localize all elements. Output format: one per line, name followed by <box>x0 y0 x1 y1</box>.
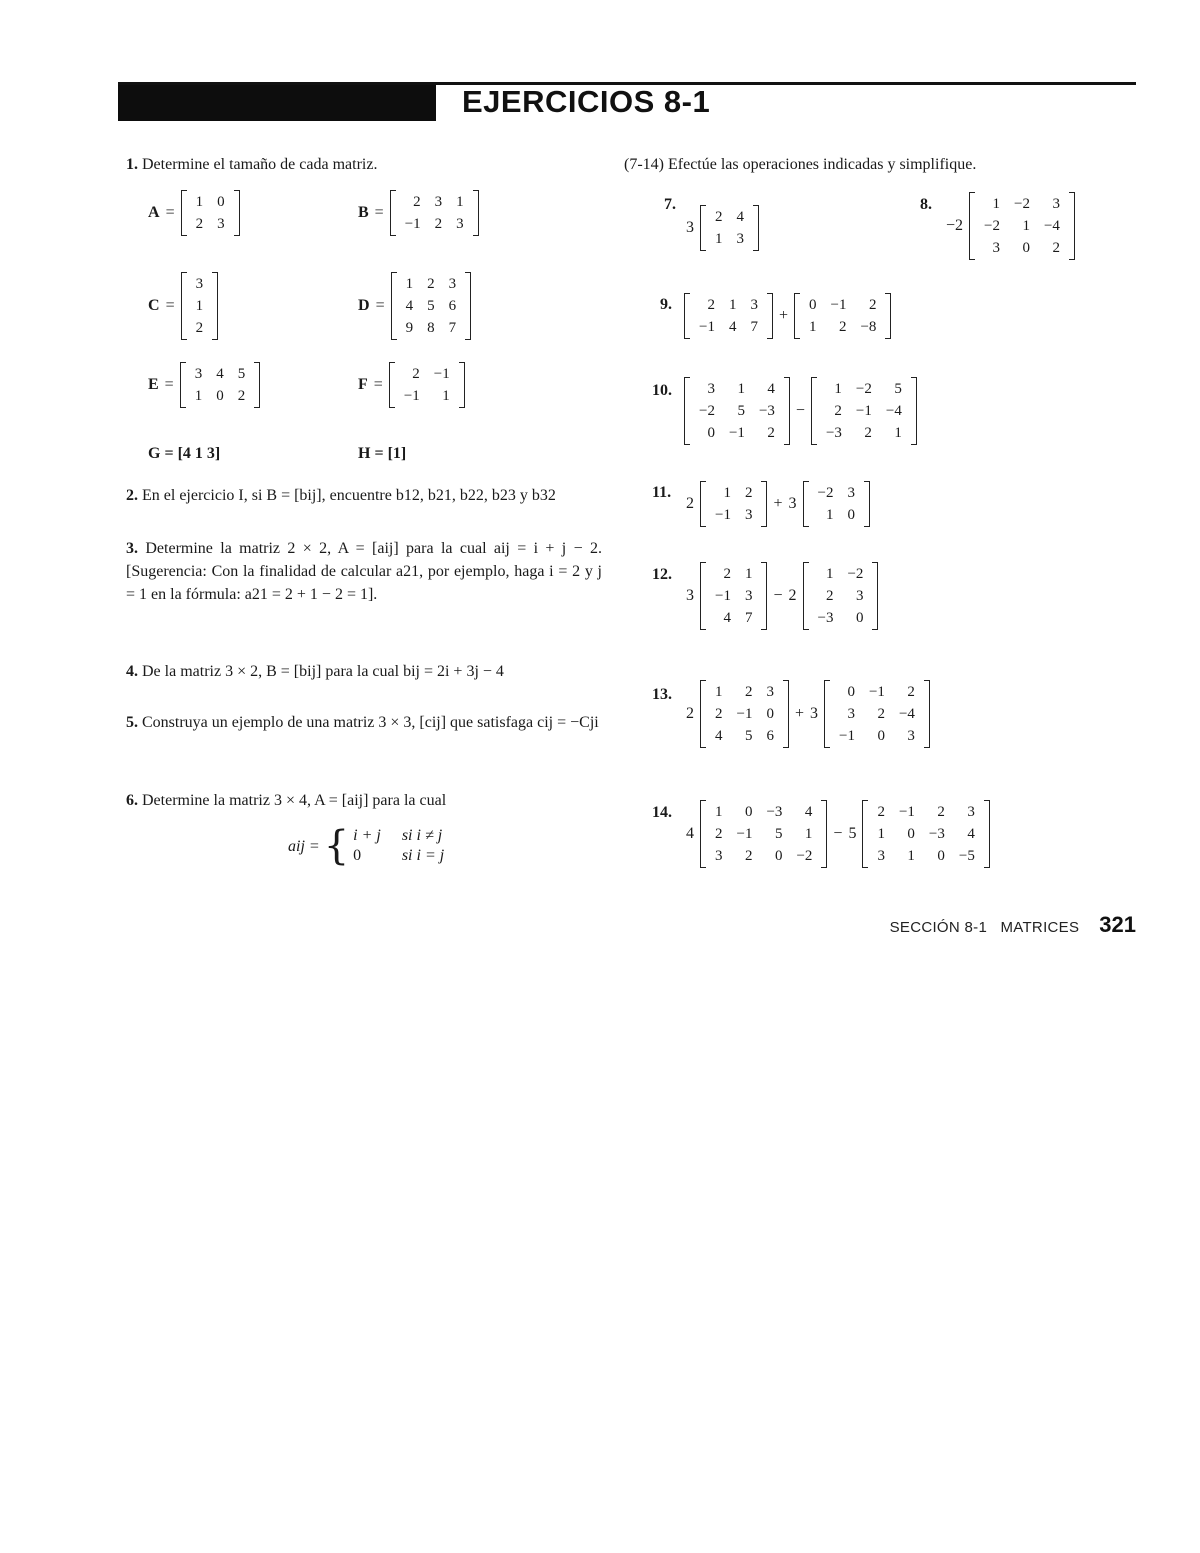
exercise-9: 2 1 3 −1 4 7 + 0 −1 2 1 2 −8 <box>684 293 891 339</box>
matrix-cell: 0 <box>216 388 224 404</box>
matrix-G: G = [4 1 3] <box>148 445 221 462</box>
matrix-cell: 2 <box>868 297 877 313</box>
exercise-number: 5. <box>126 714 138 731</box>
operations-header: (7-14) Efectúe las operaciones indicadas y simplifique. <box>624 156 977 173</box>
matrix-E: E = 3 4 5 1 0 2 <box>148 362 260 408</box>
matrix-cell: 5 <box>427 298 435 314</box>
matrix-cell: 4 <box>767 381 775 397</box>
matrix-cell: 1 <box>195 194 204 210</box>
matrix-bracket <box>684 293 773 339</box>
exercise-8: −2 1 −2 3 −2 1 −4 3 0 2 <box>946 192 1075 260</box>
matrix-label: D <box>358 297 370 314</box>
exercise-text: Construya un ejemplo de una matriz 3 × 3, [cij] que satisfaga cij = −Cji <box>142 714 599 731</box>
matrix-cell: 2 <box>937 804 945 820</box>
matrix-cell: 3 <box>195 276 204 292</box>
section-title: SECCIÓN 8-1 MATRICES <box>889 919 1080 936</box>
matrix-cell: −1 <box>898 804 915 820</box>
matrix-cell: 2 <box>877 706 885 722</box>
matrix-bracket <box>390 190 479 236</box>
matrix-bracket <box>969 192 1075 260</box>
matrix-cell: 7 <box>750 319 758 335</box>
matrix-cell: 4 <box>804 804 813 820</box>
matrix-cell: 4 <box>736 209 744 225</box>
matrix-cell: 2 <box>838 319 847 335</box>
matrix-cell: 1 <box>715 684 723 700</box>
matrix-cell: 0 <box>707 425 715 441</box>
matrix-B: B = 2 3 1 −1 2 3 <box>358 190 479 236</box>
header-black-bar <box>118 85 436 121</box>
matrix-cell: −3 <box>817 610 834 626</box>
matrix-cell: 1 <box>715 231 723 247</box>
matrix-cell: 5 <box>894 381 902 397</box>
matrix-cell: −1 <box>404 216 421 232</box>
brace: { <box>323 823 350 869</box>
matrix-cell: 0 <box>847 507 855 523</box>
matrix-cell: 2 <box>834 403 842 419</box>
matrix-bracket <box>181 190 240 236</box>
matrix-cell: −5 <box>958 848 975 864</box>
matrix-cell: 3 <box>744 507 753 523</box>
exercise-10-number: 10. <box>652 382 672 399</box>
matrix-cell: 2 <box>237 388 246 404</box>
matrix-cell: −1 <box>868 684 885 700</box>
matrix-cell: 4 <box>723 610 731 626</box>
exercise-number: 2. <box>126 487 138 504</box>
exercise-number: 3. <box>126 540 138 557</box>
piecewise-definition <box>288 823 445 869</box>
matrix-cell: −3 <box>825 425 842 441</box>
matrix-cell: 9 <box>405 320 414 336</box>
matrix-cell: 3 <box>1052 196 1060 212</box>
matrix-bracket <box>700 800 827 868</box>
matrix-bracket <box>391 272 472 340</box>
matrix-cell: 0 <box>877 728 885 744</box>
piecewise-lhs: aij = <box>288 837 320 855</box>
matrix-cell: 3 <box>992 240 1000 256</box>
matrix-cell: −1 <box>433 366 450 382</box>
matrix-bracket <box>700 481 767 527</box>
matrix-cell: 1 <box>194 388 203 404</box>
matrix-label: E <box>148 376 159 393</box>
matrix-label: F <box>358 376 368 393</box>
matrix-bracket <box>180 362 261 408</box>
matrix-cell: −3 <box>928 826 945 842</box>
matrix-cell: 3 <box>707 381 715 397</box>
matrix-cell: −2 <box>984 218 1000 234</box>
matrix-cell: 2 <box>877 804 885 820</box>
matrix-cell: 3 <box>217 216 225 232</box>
exercise-number: 4. <box>126 663 138 680</box>
exercise-13-number: 13. <box>652 686 672 703</box>
matrix-cell: −4 <box>1043 218 1060 234</box>
matrix-cell: 5 <box>744 728 753 744</box>
matrix-cell: 0 <box>855 610 864 626</box>
matrix-cell: 1 <box>744 566 753 582</box>
exercise-9-number: 9. <box>660 296 672 313</box>
matrix-cell: 2 <box>707 297 715 313</box>
matrix-cell: 3 <box>744 588 753 604</box>
exercise-13: 2 1 2 3 2 −1 0 4 5 6 + 3 0 −1 2 3 2 −4 −1 0 3 <box>686 680 930 748</box>
piecewise-cases: i + j si i ≠ j 0 si i = j <box>353 827 445 864</box>
matrix-cell: 1 <box>715 804 723 820</box>
page-title: EJERCICIOS 8-1 <box>462 84 711 119</box>
exercise-text: Determine la matriz 2 × 2, A = [aij] para la cual aij = i + j − 2. [Sugerencia: Con la finalidad de calcular a21, por ejemplo, haga i = 2 y j = 1 en la fórmula: a21 = 2 + 1 − 2 = 1]. <box>126 540 603 603</box>
matrix-cell: −2 <box>817 485 834 501</box>
matrix-cell: 3 <box>907 728 915 744</box>
matrix-bracket <box>700 205 759 251</box>
matrix-cell: −3 <box>766 804 783 820</box>
matrix-D: D = 1 2 3 4 5 6 9 8 7 <box>358 272 471 340</box>
matrix-cell: 0 <box>217 194 225 210</box>
matrix-cell: 3 <box>448 276 457 292</box>
matrix-cell: 3 <box>194 366 203 382</box>
matrix-cell: −1 <box>699 319 715 335</box>
matrix-cell: 0 <box>774 848 783 864</box>
matrix-bracket <box>811 377 917 445</box>
exercise-2 <box>126 484 602 507</box>
exercise-3 <box>126 537 602 606</box>
matrix-cell: 2 <box>907 684 915 700</box>
matrix-bracket <box>700 562 767 630</box>
page-number: 321 <box>1099 912 1136 937</box>
matrix-cell: 0 <box>847 684 855 700</box>
matrix-cell: −1 <box>715 507 731 523</box>
matrix-cell: 2 <box>412 366 420 382</box>
exercise-text: De la matriz 3 × 2, B = [bij] para la cual bij = 2i + 3j − 4 <box>142 663 504 680</box>
matrix-cell: 2 <box>195 320 204 336</box>
matrix-cell: 0 <box>937 848 945 864</box>
matrix-cell: 2 <box>825 588 834 604</box>
matrix-H: H = [1] <box>358 445 407 462</box>
matrix-cell: 6 <box>766 728 774 744</box>
matrix-cell: 1 <box>804 826 813 842</box>
matrix-cell: −1 <box>736 826 753 842</box>
exercise-8-number: 8. <box>920 196 932 213</box>
matrix-cell: 5 <box>237 366 246 382</box>
matrix-F: F = 2 −1 −1 1 <box>358 362 465 408</box>
matrix-cell: −2 <box>1014 196 1030 212</box>
matrix-cell: 2 <box>715 706 723 722</box>
matrix-bracket <box>824 680 930 748</box>
matrix-cell: −1 <box>839 728 855 744</box>
matrix-cell: 1 <box>907 848 915 864</box>
matrix-cell: −8 <box>860 319 877 335</box>
matrix-bracket <box>181 272 219 340</box>
matrix-label: C <box>148 297 160 314</box>
matrix-cell: −1 <box>728 425 745 441</box>
matrix-cell: 1 <box>728 297 737 313</box>
matrix-cell: 8 <box>427 320 435 336</box>
exercise-text: En el ejercicio I, si B = [bij], encuentre b12, b21, b22, b23 y b32 <box>142 487 556 504</box>
matrix-cell: −1 <box>855 403 872 419</box>
matrix-cell: 1 <box>405 276 414 292</box>
matrix-cell: 1 <box>1022 218 1030 234</box>
matrix-cell: 3 <box>877 848 885 864</box>
matrix-cell: 1 <box>723 485 731 501</box>
matrix-C: C = 3 1 2 <box>148 272 218 340</box>
matrix-cell: 7 <box>448 320 457 336</box>
matrix-cell: 0 <box>907 826 915 842</box>
matrix-cell: −2 <box>855 381 872 397</box>
matrix-cell: 2 <box>1052 240 1060 256</box>
matrix-cell: 0 <box>1022 240 1030 256</box>
matrix-cell: −4 <box>885 403 902 419</box>
exercise-text: Determine la matriz 3 × 4, A = [aij] para la cual <box>142 792 447 809</box>
exercise-number: 6. <box>126 792 138 809</box>
matrix-cell: 6 <box>448 298 457 314</box>
matrix-bracket <box>794 293 891 339</box>
matrix-cell: 4 <box>967 826 975 842</box>
matrix-cell: 2 <box>413 194 421 210</box>
matrix-cell: 1 <box>894 425 902 441</box>
matrix-cell: −2 <box>796 848 813 864</box>
exercise-11: 2 1 2 −1 3 + 3 −2 3 1 0 <box>686 481 870 527</box>
matrix-cell: 3 <box>967 804 975 820</box>
matrix-bracket <box>803 562 879 630</box>
matrix-cell: 2 <box>427 276 435 292</box>
matrix-label: B <box>358 204 369 221</box>
exercise-5 <box>126 711 602 734</box>
matrix-label: A <box>148 204 160 221</box>
matrix-cell: 7 <box>744 610 753 626</box>
matrix-cell: 3 <box>434 194 443 210</box>
matrix-cell: 3 <box>736 231 744 247</box>
exercise-14-number: 14. <box>652 804 672 821</box>
matrix-cell: 2 <box>723 566 731 582</box>
matrix-cell: 3 <box>456 216 464 232</box>
matrix-bracket <box>700 680 789 748</box>
matrix-cell: 1 <box>834 381 842 397</box>
matrix-cell: 2 <box>767 425 775 441</box>
matrix-cell: 1 <box>737 381 745 397</box>
matrix-cell: −3 <box>758 403 775 419</box>
matrix-cell: 3 <box>766 684 774 700</box>
matrix-cell: 2 <box>744 485 753 501</box>
matrix-cell: −4 <box>898 706 915 722</box>
matrix-cell: 0 <box>744 804 753 820</box>
matrix-cell: 2 <box>744 684 753 700</box>
matrix-cell: 3 <box>855 588 864 604</box>
matrix-cell: 1 <box>825 566 834 582</box>
matrix-cell: 2 <box>195 216 204 232</box>
matrix-cell: 1 <box>442 388 450 404</box>
matrix-cell: −1 <box>715 588 731 604</box>
matrix-cell: −1 <box>830 297 847 313</box>
exercise-4 <box>126 660 602 683</box>
exercise-10: 3 1 4 −2 5 −3 0 −1 2 − 1 −2 5 2 −1 −4 −3 2 1 <box>684 377 917 445</box>
page-footer <box>890 912 1136 938</box>
matrix-cell: 3 <box>847 706 855 722</box>
matrix-cell: 1 <box>825 507 834 523</box>
matrix-cell: −2 <box>847 566 864 582</box>
exercise-7: 3 2 4 1 3 <box>686 205 759 251</box>
exercise-number: 1. <box>126 156 138 173</box>
matrix-cell: 4 <box>405 298 414 314</box>
exercise-11-number: 11. <box>652 484 672 501</box>
exercise-12-number: 12. <box>652 566 672 583</box>
matrix-cell: 2 <box>744 848 753 864</box>
matrix-cell: 4 <box>728 319 737 335</box>
exercise-1 <box>126 153 377 176</box>
exercise-12: 3 2 1 −1 3 4 7 − 2 1 −2 2 3 −3 0 <box>686 562 878 630</box>
matrix-cell: −1 <box>736 706 753 722</box>
matrix-bracket <box>389 362 465 408</box>
matrix-cell: 5 <box>737 403 745 419</box>
exercise-6 <box>126 789 602 812</box>
matrix-cell: 2 <box>715 209 723 225</box>
matrix-cell: 4 <box>216 366 224 382</box>
matrix-bracket <box>862 800 989 868</box>
matrix-cell: −2 <box>699 403 715 419</box>
matrix-cell: 2 <box>864 425 872 441</box>
matrix-A: A = 1 0 2 3 <box>148 190 240 236</box>
matrix-cell: 1 <box>877 826 885 842</box>
matrix-cell: 0 <box>766 706 774 722</box>
matrix-cell: 1 <box>195 298 204 314</box>
matrix-cell: 1 <box>809 319 817 335</box>
matrix-cell: 2 <box>434 216 443 232</box>
matrix-cell: 2 <box>715 826 723 842</box>
matrix-cell: 3 <box>750 297 758 313</box>
matrix-cell: 0 <box>809 297 817 313</box>
matrix-bracket <box>684 377 790 445</box>
matrix-cell: 1 <box>992 196 1000 212</box>
matrix-cell: −1 <box>403 388 420 404</box>
exercise-14: 4 1 0 −3 4 2 −1 5 1 3 2 0 −2 − 5 2 −1 2 3 1 0 −3 4 3 1 0 −5 <box>686 800 990 868</box>
matrix-cell: 3 <box>847 485 855 501</box>
exercise-7-number: 7. <box>664 196 676 213</box>
matrix-cell: 1 <box>456 194 464 210</box>
matrix-cell: 3 <box>715 848 723 864</box>
matrix-cell: 5 <box>774 826 783 842</box>
matrix-cell: 4 <box>715 728 723 744</box>
matrix-bracket <box>803 481 870 527</box>
exercise-text: Determine el tamaño de cada matriz. <box>142 156 378 173</box>
